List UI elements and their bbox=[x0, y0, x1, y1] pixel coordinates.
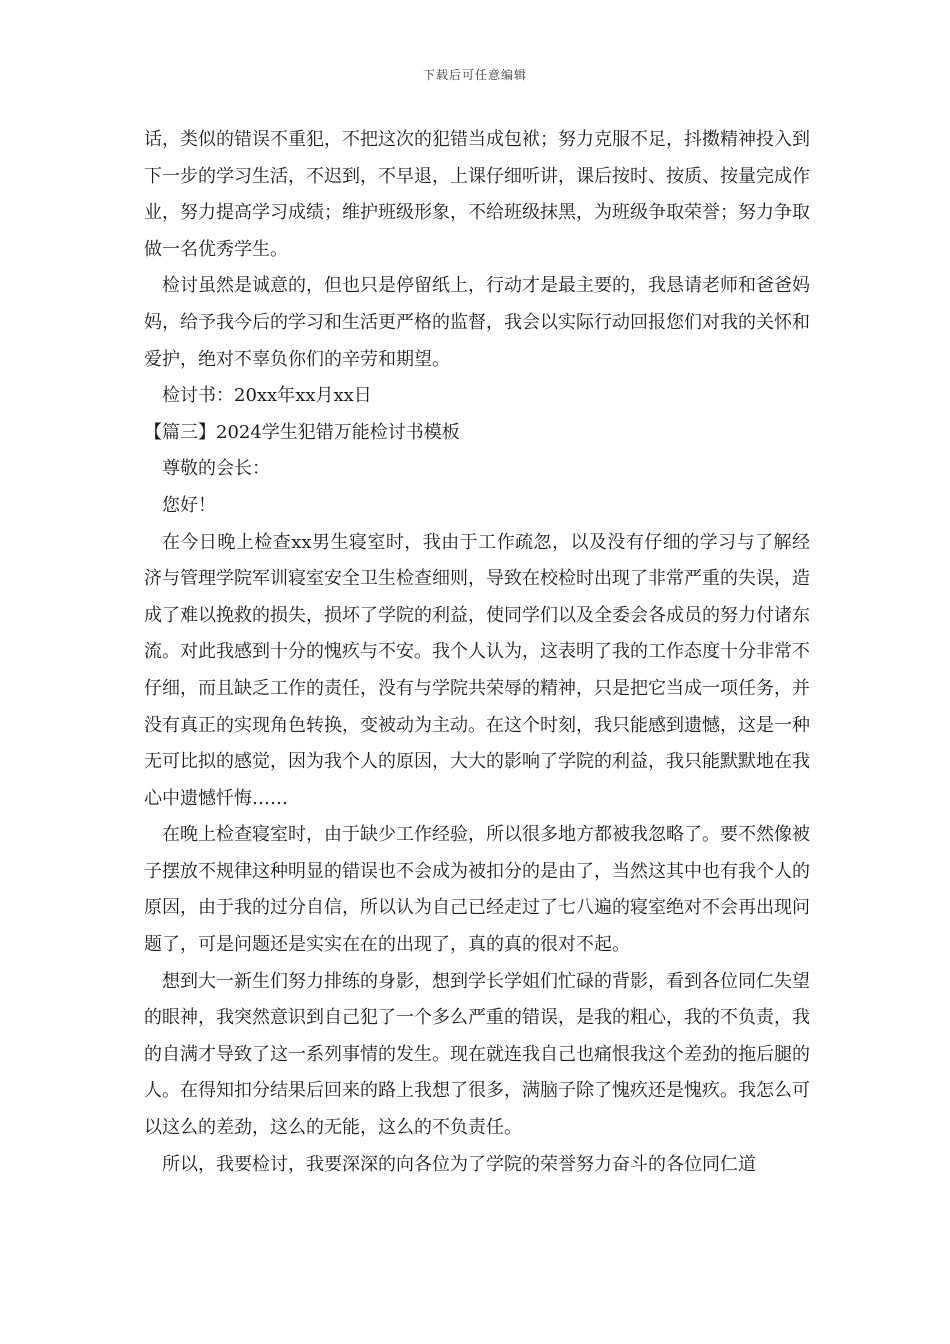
greeting: 您好！ bbox=[162, 494, 216, 516]
document-body bbox=[144, 122, 810, 1183]
paragraph-reflection: 想到大一新生们努力排练的身影，想到学长学姐们忙碌的背影，看到各位同仁失望的眼神，我突然意识到自己犯了一个多么严重的错误，是我的粗心，我的不负责，我的自满才导致了这一系列事情的发生。现在就连我自己也痛恨我这个差劲的拖后腿的人。在得知扣分结果后回来的路上我想了很多，满脑子除了愧疚还是愧疚。我怎么可以这么的差劲，这么的无能，这么的不负责任。 bbox=[144, 970, 810, 1139]
paragraph-apology: 所以，我要检讨，我要深深的向各位为了学院的荣誉努力奋斗的各位同仁道 bbox=[162, 1153, 756, 1175]
section-title: 【篇三】2024学生犯错万能检讨书模板 bbox=[144, 421, 460, 443]
paragraph-incident: 在今日晚上检查xx男生寝室时，我由于工作疏忽，以及没有仔细的学习与了解经济与管理学院军训寝室安全卫生检查细则，导致在校检时出现了非常严重的失误，造成了难以挽救的损失，损坏了学院的利益，使同学们以及全委会各成员的努力付诸东流。对此我感到十分的愧疚与不安。我个人认为，这表明了我的工作态度十分非常不仔细，而且缺乏工作的责任，没有与学院共荣辱的精神，只是把它当成一项任务，并没有真正的实现角色转换，变被动为主动。在这个时刻，我只能感到遗憾，这是一种无可比拟的感觉，因为我个人的原因，大大的影响了学院的利益，我只能默默地在我心中遗憾忏悔…… bbox=[144, 531, 810, 809]
paragraph-review-sincerity: 检讨虽然是诚意的，但也只是停留纸上，行动才是最主要的，我恳请老师和爸爸妈妈，给予我今后的学习和生活更严格的监督，我会以实际行动回报您们对我的关怀和爱护，绝对不辜负你们的辛劳和期望。 bbox=[144, 275, 810, 370]
header-note: 下载后可任意编辑 bbox=[422, 68, 527, 82]
paragraph-inspection: 在晚上检查寝室时，由于缺少工作经验，所以很多地方都被我忽略了。要不然像被子摆放不规律这种明显的错误也不会成为被扣分的是由了，当然这其中也有我个人的原因，由于我的过分自信，所以认为自己已经走过了七八遍的寝室绝对不会再出现问题了，可是问题还是实实在在的出现了，真的真的很对不起。 bbox=[144, 824, 810, 956]
salutation: 尊敬的会长： bbox=[162, 458, 270, 480]
paragraph-signature-date: 检讨书：20xx年xx月xx日 bbox=[162, 385, 372, 407]
paragraph-continuation: 话，类似的错误不重犯，不把这次的犯错当成包袱；努力克服不足，抖擞精神投入到下一步的学习生活，不迟到，不早退，上课仔细听讲，课后按时、按质、按量完成作业，努力提高学习成绩；维护班级形象，不给班级抹黑，为班级争取荣誉；努力争取做一名优秀学生。 bbox=[144, 129, 810, 260]
